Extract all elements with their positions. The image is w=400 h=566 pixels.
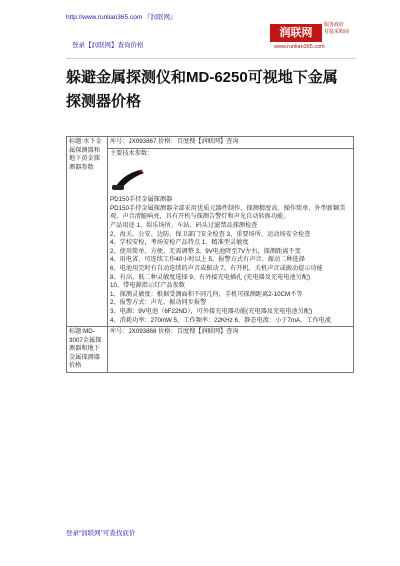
spec-line: 3、电源：9V电池（6F22ND），可外接充电器功能(充电器及充电电池另配) (110, 307, 313, 315)
page-title: 躲避金属探测仪和MD-6250可视地下金属探测器价格 (66, 69, 338, 110)
spec-line: 2、使用简单、方便，无需调整 3、9V电池降至7V左右，探测距离不变 (110, 247, 301, 255)
spec-line: 8、有高、低二种灵敏度选择 9、有外接充电插孔 (充电器及充电电池另配) (110, 273, 311, 281)
spec-line: 4、用电省，可连续工作40小时以上 5、报警方式有声音、振动二种选择 (110, 256, 305, 264)
spec-line: PD150手持金属探测器全部采用优质元器件制作，探测精度高、操作简单、外型新颖美观、声音清脆响亮，具有开机与探测告警灯和声光自动转换功能。 (110, 204, 346, 221)
page-header (0, 0, 400, 62)
row-label: 标题:水下金属探测器和地下黄金探测器参数 (67, 137, 108, 327)
spec-line: 4、消耗功率：270mW 5、工作频率：22KHz 6、静态电流：小于7mA，工作电流 (110, 316, 332, 324)
site-url-link[interactable]: http://www.runlian365.com 『润联网』 (66, 14, 177, 21)
spec-line: 6、电池用完时有自动连续的声音或振动 7、有开机、关机声音或振动提示功能 (110, 264, 323, 272)
spec-line: 10、带电源指示灯产品参数 (110, 282, 185, 290)
spec-line: PD150手持金属探测器 (110, 196, 173, 204)
spec-cell (108, 148, 354, 327)
row-label: 标题:MD-3007金属探测器和地下金属探测器价格 (67, 327, 108, 373)
logo-name: 润联网 (270, 24, 322, 42)
spec-line: 4、学校安检，考场安检产品特点 1、精准型灵敏度 (110, 239, 249, 247)
table-row (67, 327, 354, 373)
footer-link[interactable]: 登录“润联网”可查找底价 (66, 530, 136, 537)
logo-tagline (324, 22, 349, 36)
metal-detector-icon (110, 164, 152, 194)
row-info: 库号：JX093868 价格：百度搜【润联网】查询 (108, 327, 354, 373)
logo-url: www.runlian365.com (274, 44, 325, 50)
spec-line: 2、海关、公安、边防、保卫部门安全检查 3、重要场所、运动场安全检查 (110, 230, 311, 238)
header-divider (66, 58, 356, 59)
logo-tagline-2: 对接采购商 (324, 29, 350, 35)
site-logo (270, 22, 358, 52)
spec-heading: 主要技术参数： (110, 149, 154, 157)
logo-tagline-1: 服务政府 (324, 22, 345, 28)
product-image (110, 158, 351, 196)
spec-line: 产品用途 1、娱乐场所、车站、码头过滤禁品探测检查 (110, 221, 258, 229)
table-row (67, 137, 354, 149)
row-info: 库号：JX093867 价格：百度搜【润联网】查询 (108, 137, 354, 149)
spec-line: 2、报警方式：声光、振动同步报警 (110, 299, 207, 307)
login-query-link[interactable]: 登录【润联网】查询价格 (72, 42, 144, 49)
product-table (66, 136, 354, 373)
table-row (67, 148, 354, 327)
spec-line: 1、探测灵敏度：根据受测面积不同几何，手机可探测距离2-10CM不等 (110, 290, 303, 298)
